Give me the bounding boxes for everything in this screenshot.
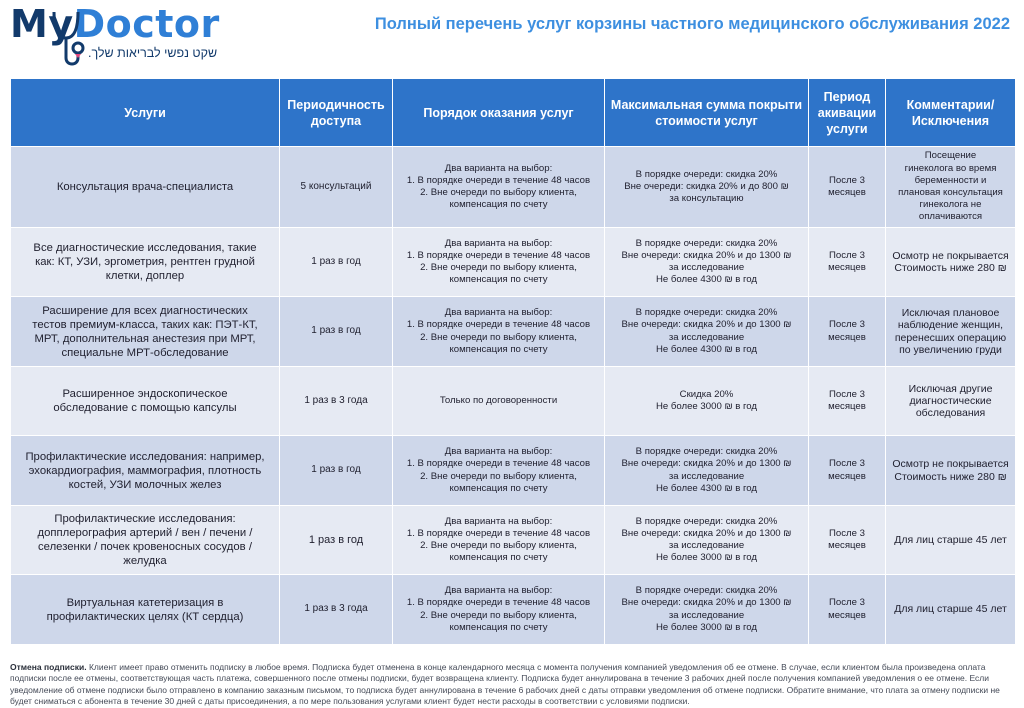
cell-line: компенсация по счету [449,552,548,564]
cell-comments [886,436,1015,505]
cell-line: плановая консультация [898,187,1003,198]
cell-max-sum [605,575,808,644]
cell-line: месяцев [828,187,866,198]
cell-procedure [393,436,604,505]
cell-line: Профилактические исследования: например, [25,450,265,463]
cell-line: После 3 [829,388,865,400]
cell-line: костей, УЗИ молочных желез [68,478,222,491]
cell-frequency: 1 раз в год [280,228,392,296]
cell-line: гинеколога во время [904,162,997,174]
cell-line: В порядке очереди: скидка 20% [635,307,778,319]
cell-line: обследование с помощью капсулы [53,402,237,414]
cell-line: Консультация врача-специалиста [56,181,234,193]
cell-line: 1. В порядке очереди в течение 48 часов [406,249,591,261]
cell-line: месяцев [828,609,866,621]
cell-line: за консультацию [669,193,744,205]
cell-line: 1. В порядке очереди в течение 48 часов [406,597,591,609]
table-row [11,367,1015,435]
cell-line: Вне очереди: скидка 20% и до 1300 ₪ [621,527,792,539]
header-comments: Комментарии/ Исключения [886,79,1015,146]
cell-line: В порядке очереди: скидка 20% [635,585,778,597]
cell-line: Не более 3000 ₪ в год [655,552,758,564]
cell-line: Не более 4300 ₪ в год [655,274,758,286]
cell-line: Вне очереди: скидка 20% и до 1300 ₪ [621,249,792,261]
cell-activation [809,367,885,435]
cell-line: оплачиваются [918,211,983,223]
cell-procedure [393,506,604,574]
cell-line: Только по договоренности [439,394,558,406]
cell-comments [886,367,1015,435]
cell-line: Для лиц старше 45 лет [894,603,1007,616]
cell-frequency: 1 раз в год [280,506,392,574]
cell-line: Не более 3000 ₪ в год [655,621,758,633]
logo-doctor: Doctor [73,2,220,46]
cell-line: Два варианта на выбор: [444,585,553,597]
cell-line: Исключая другие [908,382,993,395]
cell-line: Расширенное эндоскопическое [62,388,228,400]
cell-line: тестов премиум-класса, таких как: ПЭТ-КТ, [32,318,258,331]
cell-line: 2. Вне очереди по выбору клиента, [420,540,577,551]
page-title: Полный перечень услуг корзины частного медицинского обслуживания 2022 [374,15,1010,33]
cell-line: перенесших операцию [894,331,1007,344]
cell-line: После 3 [829,597,865,609]
cell-line: месяцев [828,331,866,343]
cell-line: Осмотр не покрывается [892,458,1009,471]
cell-frequency: 1 раз в год [280,436,392,505]
cell-max-sum [605,147,808,227]
footer-text: Клиент имеет право отменить подписку в любое время. Подписка будет отменена в конце календарного месяца с момента получения компанией уведомления об ее отмене. В случае, если клиентом была произведена оплата подписки после ее отмены, соответствующая часть платежа, совершенного после отмены подписки, будет возвращена клиенту. Подписка будет аннулирована в течение 3 рабочих дней после получения компанией уведомления о ее отмене. Если уведомление об отмене подписки было отправлено в компанию заказным письмом, то подписка будет аннулирована в течение 6 рабочих дней с даты отправки уведомления об отмене подписки. Обратите внимание, что плата за отмену подписки не будет сниматься с абонента в течение 30 дней с даты присоединения, а по мере пользования услугами клиент будет нести расходы в соответствии с условиями подписки. [10,662,1000,707]
logo-my: My [10,2,74,46]
cell-line: месяцев [828,470,866,482]
page-header [0,0,1024,75]
cell-line: Расширение для всех диагностических [42,304,248,317]
cell-line: Осмотр не покрывается [892,249,1009,262]
cell-procedure [393,228,604,296]
cell-line: профилактических целях (КТ сердца) [46,610,244,623]
cell-line: После 3 [829,249,865,261]
cell-line: Два варианта на выбор: [444,162,553,174]
cell-line: 2. Вне очереди по выбору клиента, [420,609,577,621]
services-table [10,78,1016,645]
table-row [11,147,1015,227]
table-row [11,228,1015,296]
cell-line: МРТ, дополнительная анестезия при МРТ, [34,332,256,345]
cell-procedure [393,367,604,435]
cell-line: После 3 [829,458,865,470]
cell-line: за исследование [668,609,745,621]
cell-frequency: 5 консультаций [280,147,392,227]
cell-line: месяцев [828,401,866,412]
cell-activation [809,436,885,505]
cell-line: После 3 [829,174,865,186]
cell-line: месяцев [828,540,866,551]
cell-line: Два варианта на выбор: [444,515,553,527]
cell-activation [809,297,885,366]
header-frequency: Периодичность доступа [280,79,392,146]
cell-line: 1. В порядке очереди в течение 48 часов [406,527,591,539]
logo-wordmark [10,2,220,46]
cell-line: Вне очереди: скидка 20% и до 1300 ₪ [621,458,792,470]
cell-line: В порядке очереди: скидка 20% [635,168,778,180]
cell-line: беременности и [914,174,987,186]
cell-service [11,147,279,227]
cell-line: как: КТ, УЗИ, эргометрия, рентген грудной [35,256,255,268]
cell-line: компенсация по счету [449,621,548,633]
cell-line: клетки, доплер [105,270,185,282]
cell-line: Два варианта на выбор: [444,307,553,319]
mydoctor-logo[interactable] [10,2,240,72]
cell-frequency: 1 раз в год [280,297,392,366]
header-services: Услуги [11,79,279,146]
cell-frequency: 1 раз в 3 года [280,575,392,644]
cell-line: допплерография артерий / вен / печени / [37,527,253,539]
cell-line: селезенки / почек кровеносных сосудов / [38,541,252,553]
cell-line: Виртуальная катетеризация в [66,596,224,609]
cell-line: компенсация по счету [449,199,548,211]
cell-line: 1. В порядке очереди в течение 48 часов [406,174,591,186]
table-row [11,575,1015,644]
table-row [11,436,1015,505]
cell-line: по увеличению груди [899,343,1002,356]
cell-line: 2. Вне очереди по выбору клиента, [420,187,577,198]
cell-max-sum [605,506,808,574]
cell-line: Не более 3000 ₪ в год [655,401,758,412]
cell-line: В порядке очереди: скидка 20% [635,446,778,458]
cell-line: за исследование [668,540,745,551]
cell-line: В порядке очереди: скидка 20% [635,237,778,249]
cell-line: Два варианта на выбор: [444,237,553,249]
cell-service [11,506,279,574]
cell-line: месяцев [828,262,866,273]
cell-line: за исследование [668,262,745,273]
cell-line: 2. Вне очереди по выбору клиента, [420,331,577,343]
cell-line: 1. В порядке очереди в течение 48 часов [406,319,591,331]
cell-service [11,367,279,435]
cell-line: компенсация по счету [449,482,548,494]
cell-line: специальне МРТ-обследование [61,346,229,359]
cell-procedure [393,575,604,644]
header-procedure: Порядок оказания услуг [393,79,604,146]
cell-line: Не более 4300 ₪ в год [655,482,758,494]
cell-comments [886,297,1015,366]
cell-activation [809,147,885,227]
cell-service [11,228,279,296]
cell-line: Исключая плановое [901,307,1000,320]
header-activation: Период акивации услуги [809,79,885,146]
cell-procedure [393,297,604,366]
cell-procedure [393,147,604,227]
cell-comments [886,147,1015,227]
cell-service [11,575,279,644]
cell-comments [886,575,1015,644]
cell-comments [886,228,1015,296]
cell-line: эхокардиография, маммография, плотность [28,464,262,477]
cell-line: обследования [915,407,986,420]
table-row [11,506,1015,574]
cell-max-sum [605,228,808,296]
cell-frequency: 1 раз в 3 года [280,367,392,435]
cell-line: компенсация по счету [449,274,548,286]
cell-activation [809,228,885,296]
cell-line: 2. Вне очереди по выбору клиента, [420,262,577,273]
stethoscope-icon [48,8,88,70]
header-max-sum: Максимальная сумма покрыти стоимости услуг [605,79,808,146]
cell-line: 2. Вне очереди по выбору клиента, [420,470,577,482]
cell-line: Два варианта на выбор: [444,446,553,458]
footer-note [10,662,1016,708]
cell-line: за исследование [668,470,745,482]
cell-line: 1. В порядке очереди в течение 48 часов [406,458,591,470]
cell-line: Посещение [924,150,977,162]
cell-max-sum [605,367,808,435]
cell-line: Профилактические исследования: [54,513,236,525]
logo-tagline: שקט נפשי לבריאות שלך. [88,46,218,60]
cell-line: Стоимость ниже 280 ₪ [894,262,1007,274]
cell-line: Скидка 20% [679,388,734,400]
cell-line: Не более 4300 ₪ в год [655,343,758,355]
cell-line: диагностические [909,394,992,407]
table-header-row [11,79,1015,146]
table-row [11,297,1015,366]
cell-service [11,436,279,505]
footer-label: Отмена подписки. [10,662,87,672]
cell-service [11,297,279,366]
cell-comments [886,506,1015,574]
cell-line: Вне очереди: скидка 20% и до 1300 ₪ [621,319,792,331]
cell-line: После 3 [829,527,865,539]
cell-line: за исследование [668,331,745,343]
cell-line: желудка [123,555,167,567]
cell-line: Стоимость ниже 280 ₪ [894,470,1007,483]
cell-max-sum [605,436,808,505]
cell-line: Для лиц старше 45 лет [894,533,1007,546]
cell-line: В порядке очереди: скидка 20% [635,515,778,527]
cell-activation [809,506,885,574]
cell-line: Вне очереди: скидка 20% и до 800 ₪ [624,180,789,192]
cell-activation [809,575,885,644]
cell-line: компенсация по счету [449,343,548,355]
cell-line: После 3 [829,319,865,331]
cell-line: гинеколога не [919,199,982,211]
cell-max-sum [605,297,808,366]
cell-line: Вне очереди: скидка 20% и до 1300 ₪ [621,597,792,609]
cell-line: наблюдение женщин, [897,319,1004,332]
cell-line: Все диагностические исследования, такие [33,242,257,254]
